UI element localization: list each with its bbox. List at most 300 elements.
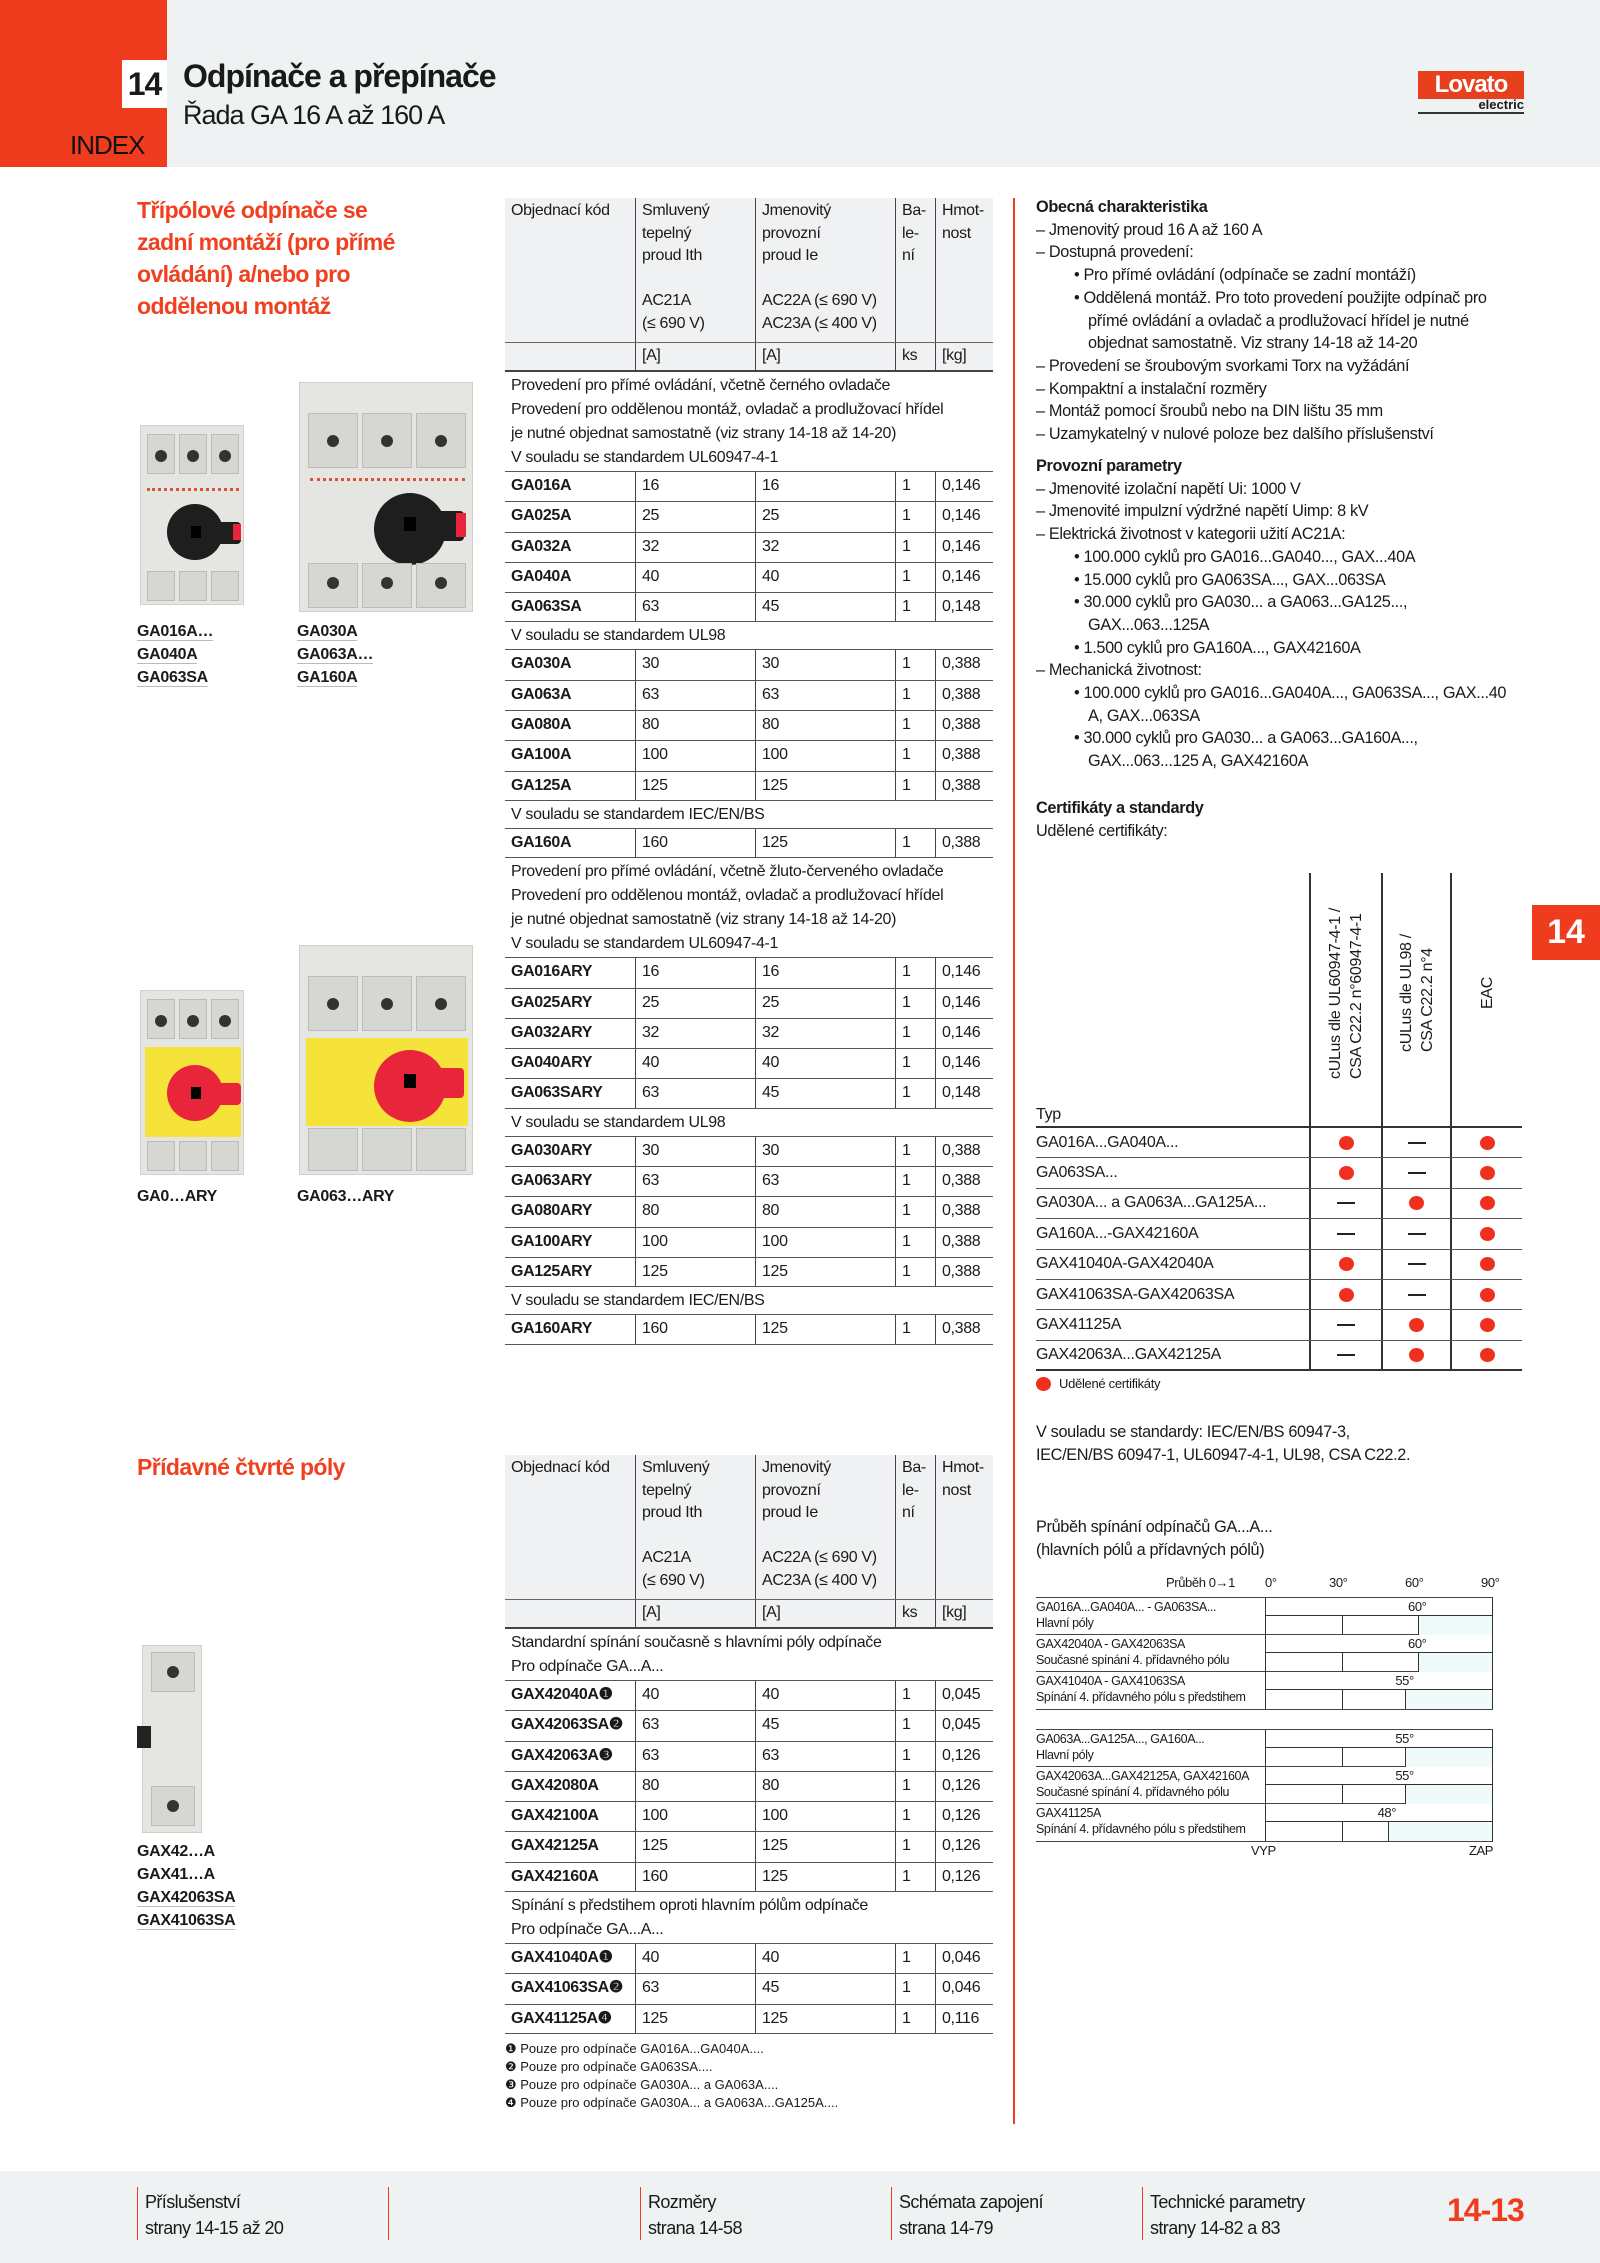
angle-tick-label: 90°: [1481, 1575, 1500, 1590]
product-link[interactable]: GA063SA: [137, 669, 208, 686]
contact-bar: [1265, 1785, 1493, 1804]
tick-30: [1342, 1748, 1343, 1767]
operating-current: 80: [755, 711, 895, 740]
thermal-current: 63: [635, 1974, 755, 2003]
tick-30: [1342, 1822, 1343, 1841]
cert-cell: [1309, 1250, 1381, 1279]
cert-cell: [1381, 1158, 1450, 1187]
operating-current: 25: [755, 989, 895, 1018]
tick-30: [1342, 1616, 1343, 1635]
col-header-ith: Smluvený tepelný proud Ith AC21A (≤ 690 V): [635, 1455, 755, 1599]
thermal-current: 16: [635, 472, 755, 501]
product-link[interactable]: GA016A…: [137, 623, 214, 640]
operating-current: 125: [755, 2005, 895, 2033]
pack-qty: 1: [895, 1863, 935, 1891]
footer-link-accessories[interactable]: Příslušenství strany 14-15 až 20: [145, 2192, 284, 2238]
weight: 0,148: [935, 593, 993, 621]
product-link[interactable]: GA160A: [297, 669, 358, 686]
row-label: [1036, 1636, 1265, 1668]
order-code[interactable]: GA160ARY: [511, 1320, 593, 1338]
row-description: Současné spínání 4. přídavného pólu: [1036, 1784, 1230, 1799]
table-row: [505, 1680, 993, 1710]
footnote: ❶ Pouze pro odpínače GA016A...GA040A....: [505, 2040, 764, 2056]
col-header-pack: Ba- le- ní: [895, 1455, 935, 1599]
table-row: [505, 1771, 993, 1801]
product-table-3pole: [505, 198, 993, 1345]
list-item: – Jmenovité izolační napětí Ui: 1000 V: [1036, 479, 1301, 498]
operating-current: 125: [755, 1258, 895, 1286]
thermal-current: 125: [635, 1832, 755, 1861]
order-code[interactable]: GA063SA: [511, 598, 582, 616]
row-label: [1036, 1805, 1265, 1837]
order-code[interactable]: GA080ARY: [511, 1202, 593, 1220]
switching-row: [1036, 1672, 1493, 1710]
thermal-current: 160: [635, 1863, 755, 1891]
not-granted-dash-icon: [1408, 1263, 1426, 1265]
order-code[interactable]: GAX42125A: [511, 1837, 599, 1855]
granted-dot-icon: [1339, 1257, 1354, 1271]
cert-cell: [1450, 1189, 1522, 1218]
legend-label: Udělené certifikáty: [1059, 1376, 1161, 1392]
footer-link-technical[interactable]: Technické parametry strany 14-82 a 83: [1150, 2192, 1305, 2238]
table-row: [505, 988, 993, 1018]
weight: 0,045: [935, 1711, 993, 1740]
certs-subheading: Udělené certifikáty:: [1036, 821, 1168, 840]
row-models: GAX42063A...GAX42125A, GAX42160A: [1036, 1768, 1250, 1783]
thermal-current: 63: [635, 681, 755, 710]
progress-label: Průběh 0→1: [1166, 1575, 1235, 1590]
list-item: – Uzamykatelný v nulové poloze bez dalšího příslušenství: [1036, 425, 1434, 444]
image-label-group-2: [297, 620, 373, 689]
chapter-side-tab[interactable]: 14: [1532, 905, 1600, 960]
operating-current: 40: [755, 563, 895, 592]
unit-pack: ks: [895, 1600, 935, 1627]
thermal-current: 30: [635, 1137, 755, 1166]
weight: 0,146: [935, 472, 993, 501]
operating-current: 40: [755, 1944, 895, 1973]
switching-title: Průběh spínání odpínačů GA...A... (hlavních pólů a přídavných pólů): [1036, 1518, 1273, 1559]
row-label: [1036, 1731, 1265, 1763]
pack-qty: 1: [895, 502, 935, 531]
row-models: GA016A...GA040A... - GA063SA...: [1036, 1600, 1217, 1614]
pack-qty: 1: [895, 1049, 935, 1078]
certificates-intro: [1036, 797, 1516, 842]
weight: 0,046: [935, 1974, 993, 2003]
weight: 0,146: [935, 958, 993, 987]
order-code[interactable]: GA125ARY: [511, 1262, 593, 1280]
unit-pack: ks: [895, 343, 935, 370]
granted-dot-icon: [1480, 1257, 1495, 1271]
unit-ith: [A]: [635, 343, 755, 370]
thermal-current: 80: [635, 1772, 755, 1801]
contact-bar: [1265, 1616, 1493, 1635]
table-row: [505, 1166, 993, 1196]
table-row: [505, 1710, 993, 1740]
operating-current: 63: [755, 1742, 895, 1771]
footer-separator: [891, 2187, 892, 2240]
pack-qty: 1: [895, 1167, 935, 1196]
table-row: [505, 471, 993, 501]
weight: 0,388: [935, 1167, 993, 1196]
weight: 0,388: [935, 1197, 993, 1226]
switching-row: [1036, 1729, 1493, 1767]
row-label: [1036, 1673, 1265, 1705]
weight: 0,388: [935, 1315, 993, 1343]
pack-qty: 1: [895, 533, 935, 562]
thermal-current: 125: [635, 772, 755, 800]
granted-dot-icon: [1409, 1318, 1424, 1332]
granted-dot-icon: [1480, 1348, 1495, 1362]
operating-current: 32: [755, 1019, 895, 1048]
cert-cell: [1381, 1219, 1450, 1248]
group-caption: V souladu se standardem UL98: [511, 1113, 726, 1131]
closed-fill: [1405, 1690, 1492, 1709]
pack-qty: 1: [895, 711, 935, 740]
contact-bar: [1265, 1653, 1493, 1672]
table-row: [505, 2004, 993, 2034]
section-heading-3pole: Třípólové odpínače se zadní montáží (pro přímé ovládání) a/nebo pro oddělenou montáž: [137, 197, 395, 319]
page-subtitle: Řada GA 16 A až 160 A: [183, 100, 445, 130]
row-label: [1036, 1768, 1265, 1800]
contact-bar: [1265, 1822, 1493, 1841]
cert-cell: [1309, 1280, 1381, 1309]
closed-fill: [1405, 1785, 1492, 1804]
cert-type[interactable]: GAX42063A...GAX42125A: [1036, 1345, 1221, 1363]
not-granted-dash-icon: [1337, 1354, 1355, 1356]
off-label: VYP: [1251, 1843, 1276, 1858]
certs-heading: Certifikáty a standardy: [1036, 799, 1204, 817]
list-item: • 100.000 cyklů pro GA016...GA040..., GAX...40A: [1074, 547, 1416, 566]
product-link[interactable]: GA040A: [137, 646, 198, 663]
weight: 0,126: [935, 1832, 993, 1861]
not-granted-dash-icon: [1408, 1142, 1426, 1144]
granted-dot-icon: [1036, 1377, 1051, 1391]
pack-qty: 1: [895, 1802, 935, 1831]
list-item: • 30.000 cyklů pro GA030... a GA063...GA160A..., GAX...063...125 A, GAX42160A: [1074, 729, 1418, 771]
angle-tick-label: 30°: [1329, 1575, 1348, 1590]
order-code[interactable]: GAX41125A❹: [511, 2009, 612, 2027]
angle-bar: [1265, 1672, 1493, 1690]
order-code[interactable]: GA016ARY: [511, 963, 593, 981]
pack-qty: 1: [895, 472, 935, 501]
list-item: • Pro přímé ovládání (odpínače se zadní montáží): [1074, 266, 1416, 285]
row-description: Spínání 4. přídavného pólu s předstihem: [1036, 1690, 1246, 1705]
granted-dot-icon: [1409, 1196, 1424, 1210]
cert-row: [1036, 1280, 1522, 1310]
closed-fill: [1418, 1653, 1492, 1672]
operating-current: 125: [755, 1832, 895, 1861]
granted-dot-icon: [1339, 1288, 1354, 1302]
cert-type[interactable]: GAX41040A-GAX42040A: [1036, 1255, 1214, 1273]
table-header: [505, 1455, 993, 1599]
product-link[interactable]: GAX41063SA: [137, 1912, 236, 1929]
order-code[interactable]: GA032A: [511, 537, 572, 555]
cert-cell: [1381, 1250, 1450, 1279]
angle-value: 60°: [1408, 1635, 1427, 1651]
col-header-mass: Hmot- nost: [935, 1455, 993, 1599]
image-label-4: GA063…ARY: [297, 1188, 395, 1205]
pack-qty: 1: [895, 989, 935, 1018]
section-heading-4th-pole: Přídavné čtvrté póly: [137, 1454, 345, 1480]
operating-current: 100: [755, 1228, 895, 1257]
switching-row: [1036, 1804, 1493, 1842]
cert-type[interactable]: GAX41125A: [1036, 1316, 1122, 1334]
index-link[interactable]: INDEX: [70, 130, 145, 160]
order-code[interactable]: GA100ARY: [511, 1232, 593, 1250]
table-row: [505, 828, 993, 858]
switch-image-ga016a: [140, 425, 244, 605]
table-row: [505, 1314, 993, 1344]
footnote: ❷ Pouze pro odpínače GA063SA....: [505, 2058, 713, 2074]
list-item: – Jmenovité impulzní výdržné napětí Uimp: 8 kV: [1036, 502, 1369, 521]
product-link[interactable]: GAX42063SA: [137, 1889, 236, 1906]
tick-30: [1342, 1653, 1343, 1672]
general-heading: Obecná charakteristika: [1036, 198, 1208, 216]
operating-current: 80: [755, 1197, 895, 1226]
order-code[interactable]: GA100A: [511, 746, 572, 764]
cert-cell: [1381, 1310, 1450, 1339]
type-header: Typ: [1036, 1106, 1061, 1123]
operating-current: 125: [755, 1863, 895, 1891]
order-code[interactable]: GAX42100A: [511, 1807, 599, 1825]
aux-pole-image: [142, 1645, 202, 1833]
weight: 0,126: [935, 1742, 993, 1771]
order-code[interactable]: GA080A: [511, 716, 572, 734]
order-code[interactable]: GA040A: [511, 567, 572, 585]
granted-dot-icon: [1480, 1136, 1495, 1150]
thermal-current: 100: [635, 1802, 755, 1831]
footnotes: [505, 2040, 993, 2112]
order-code[interactable]: GA030ARY: [511, 1141, 593, 1159]
order-code[interactable]: GA030A: [511, 655, 572, 673]
order-code[interactable]: GA160A: [511, 833, 572, 851]
footer-link-dimensions[interactable]: Rozměry strana 14-58: [648, 2192, 742, 2238]
col-header-mass: Hmot- nost: [935, 198, 993, 342]
pack-qty: 1: [895, 1228, 935, 1257]
pack-qty: 1: [895, 741, 935, 770]
order-code[interactable]: GA025A: [511, 507, 572, 525]
list-item: • Oddělená montáž. Pro toto provedení použijte odpínač pro přímé ovládání a ovladač a prodlužovací hřídel je nutné objednat samostatně. Viz strany 14-18 až 14-20: [1074, 288, 1487, 353]
order-code[interactable]: GA063A: [511, 685, 572, 703]
table-units-row: [505, 342, 993, 372]
cert-col-ul98: cULus dle UL98 / CSA C22.2 n°4: [1397, 934, 1436, 1053]
pack-qty: 1: [895, 1019, 935, 1048]
operating-current: 16: [755, 472, 895, 501]
pack-qty: 1: [895, 1742, 935, 1771]
product-label: GAX41…A: [137, 1866, 215, 1883]
cert-cell: [1450, 1158, 1522, 1187]
pack-qty: 1: [895, 829, 935, 857]
list-item: • 1.500 cyklů pro GA160A..., GAX42160A: [1074, 638, 1361, 657]
thermal-current: 16: [635, 958, 755, 987]
chapter-number: 14: [122, 60, 167, 108]
table-row: [505, 1227, 993, 1257]
list-item: • 15.000 cyklů pro GA063SA..., GAX...063SA: [1074, 570, 1386, 589]
product-table-aux-poles: [505, 1455, 993, 2112]
not-granted-dash-icon: [1337, 1233, 1355, 1235]
operating-current: 125: [755, 829, 895, 857]
angle-value: 60°: [1408, 1599, 1427, 1614]
group-caption: Spínání s předstihem oproti hlavním pólům odpínače Pro odpínače GA...A...: [511, 1897, 868, 1939]
order-code[interactable]: GAX41040A❶: [511, 1949, 613, 1967]
operating-current: 16: [755, 958, 895, 987]
thermal-current: 100: [635, 741, 755, 770]
pack-qty: 1: [895, 772, 935, 800]
thermal-current: 40: [635, 1049, 755, 1078]
cert-row: [1036, 1158, 1522, 1188]
table-row: [505, 1196, 993, 1226]
thermal-current: 63: [635, 1742, 755, 1771]
angle-tick-label: 60°: [1405, 1575, 1424, 1590]
table-row: [505, 592, 993, 622]
order-code[interactable]: GAX41063SA❷: [511, 1979, 623, 1997]
pack-qty: 1: [895, 1315, 935, 1343]
operating-current: 45: [755, 1711, 895, 1740]
order-code[interactable]: GA040ARY: [511, 1054, 593, 1072]
list-item: – Montáž pomocí šroubů nebo na DIN lištu 35 mm: [1036, 402, 1383, 421]
weight: 0,388: [935, 1258, 993, 1286]
image-label-group-1: [137, 620, 213, 689]
tick-30: [1342, 1690, 1343, 1709]
pack-qty: 1: [895, 1137, 935, 1166]
table-body: [505, 372, 993, 1345]
table-row: [505, 1831, 993, 1861]
footer-separator: [137, 2187, 138, 2240]
order-code[interactable]: GAX42040A❶: [511, 1686, 613, 1703]
list-item: • 30.000 cyklů pro GA030... a GA063...GA125..., GAX...063...125A: [1074, 593, 1408, 634]
group-caption: V souladu se standardem UL98: [511, 627, 726, 645]
weight: 0,388: [935, 741, 993, 770]
table-row: [505, 771, 993, 801]
thermal-current: 25: [635, 989, 755, 1018]
cert-row: [1036, 1189, 1522, 1219]
cert-cell: [1450, 1280, 1522, 1309]
group-caption: V souladu se standardem IEC/EN/BS: [511, 805, 765, 823]
operating-current: 30: [755, 1137, 895, 1166]
order-code[interactable]: GA063ARY: [511, 1172, 593, 1190]
thermal-current: 30: [635, 650, 755, 679]
closed-fill: [1388, 1822, 1492, 1841]
cert-type[interactable]: GA016A...GA040A...: [1036, 1133, 1179, 1151]
order-code[interactable]: GAX42160A: [511, 1867, 599, 1885]
row-models: GAX42040A - GAX42063SA: [1036, 1636, 1185, 1651]
page-number: 14-13: [1447, 2192, 1524, 2228]
thermal-current: 80: [635, 711, 755, 740]
footer-link-wiring[interactable]: Schémata zapojení strana 14-79: [899, 2192, 1043, 2238]
operating-current: 30: [755, 650, 895, 679]
table-row: [505, 1862, 993, 1892]
cert-cell: [1309, 1341, 1381, 1369]
cert-type[interactable]: GA030A... a GA063A...GA125A...: [1036, 1194, 1267, 1212]
cert-cell: [1309, 1128, 1381, 1157]
cert-cell: [1450, 1310, 1522, 1339]
not-granted-dash-icon: [1408, 1233, 1426, 1235]
thermal-current: 125: [635, 1258, 755, 1286]
cert-cell: [1450, 1128, 1522, 1157]
lovato-logo: Lovato: [1418, 71, 1524, 99]
table-header: [505, 198, 993, 342]
table-body: [505, 1629, 993, 2034]
weight: 0,146: [935, 533, 993, 562]
cert-type[interactable]: GAX41063SA-GAX42063SA: [1036, 1285, 1235, 1303]
thermal-current: 63: [635, 1079, 755, 1107]
not-granted-dash-icon: [1408, 1294, 1426, 1296]
thermal-current: 32: [635, 1019, 755, 1048]
operating-current: 40: [755, 1681, 895, 1710]
cert-col-eac: EAC: [1478, 977, 1496, 1010]
angle-bar: [1265, 1730, 1493, 1748]
pack-qty: 1: [895, 563, 935, 592]
cert-cell: [1450, 1250, 1522, 1279]
weight: 0,388: [935, 1228, 993, 1257]
operating-current: 45: [755, 593, 895, 621]
col-header-code: Objednací kód: [511, 1459, 610, 1476]
table-row: [505, 957, 993, 987]
standards-text: V souladu se standardy: IEC/EN/BS 60947-3, IEC/EN/BS 60947-1, UL60947-4-1, UL98, CSA C22.2.: [1036, 1423, 1411, 1464]
pack-qty: 1: [895, 1974, 935, 2003]
granted-dot-icon: [1409, 1348, 1424, 1362]
unit-mass: [kg]: [935, 343, 993, 370]
product-link[interactable]: GA063A…: [297, 646, 374, 663]
table-units-row: [505, 1599, 993, 1629]
order-code[interactable]: GAX42063SA❷: [511, 1716, 623, 1734]
thermal-current: 32: [635, 533, 755, 562]
row-description: Současné spínání 4. přídavného pólu: [1036, 1652, 1230, 1667]
granted-dot-icon: [1339, 1136, 1354, 1150]
order-code[interactable]: GAX42063A❸: [511, 1746, 613, 1764]
weight: 0,388: [935, 650, 993, 679]
order-code[interactable]: GA125A: [511, 776, 572, 794]
order-code[interactable]: GA025ARY: [511, 993, 593, 1011]
cert-cell: [1309, 1158, 1381, 1187]
page-title: Odpínače a přepínače: [183, 58, 496, 94]
angle-value: 55°: [1395, 1731, 1414, 1746]
order-code[interactable]: GA063SARY: [511, 1084, 603, 1102]
row-models: GAX41125A: [1036, 1806, 1101, 1821]
col-header-ie: Jmenovitý provozní proud Ie AC22A (≤ 690 V) AC23A (≤ 400 V): [755, 198, 895, 342]
product-link[interactable]: GA030A: [297, 623, 358, 640]
cert-type[interactable]: GA063SA...: [1036, 1164, 1118, 1182]
pack-qty: 1: [895, 1944, 935, 1973]
switch-image-ga030a: [299, 382, 473, 612]
footnote: ❸ Pouze pro odpínače GA030A... a GA063A....: [505, 2076, 779, 2092]
col-header-code: Objednací kód: [511, 202, 610, 219]
cert-type[interactable]: GA160A...-GAX42160A: [1036, 1224, 1199, 1242]
granted-dot-icon: [1480, 1166, 1495, 1180]
weight: 0,146: [935, 989, 993, 1018]
order-code[interactable]: GA016A: [511, 477, 572, 494]
table-row: [505, 562, 993, 592]
group-caption: V souladu se standardem IEC/EN/BS: [511, 1292, 765, 1310]
row-label: [1036, 1599, 1265, 1631]
image-label-3: GA0…ARY: [137, 1188, 217, 1205]
list-item: – Provedení se šroubovým svorkami Torx na vyžádání: [1036, 356, 1410, 375]
cert-cell: [1381, 1128, 1450, 1157]
cert-row: [1036, 1219, 1522, 1249]
cert-cell: [1381, 1189, 1450, 1218]
order-code[interactable]: GA032ARY: [511, 1023, 593, 1041]
closed-fill: [1405, 1748, 1492, 1767]
weight: 0,146: [935, 1019, 993, 1048]
weight: 0,148: [935, 1079, 993, 1107]
order-code[interactable]: GAX42080A: [511, 1776, 599, 1794]
table-row: [505, 740, 993, 770]
granted-dot-icon: [1480, 1288, 1495, 1302]
operating-current: 45: [755, 1079, 895, 1107]
weight: 0,146: [935, 563, 993, 592]
pack-qty: 1: [895, 650, 935, 679]
contact-bar: [1265, 1690, 1493, 1709]
